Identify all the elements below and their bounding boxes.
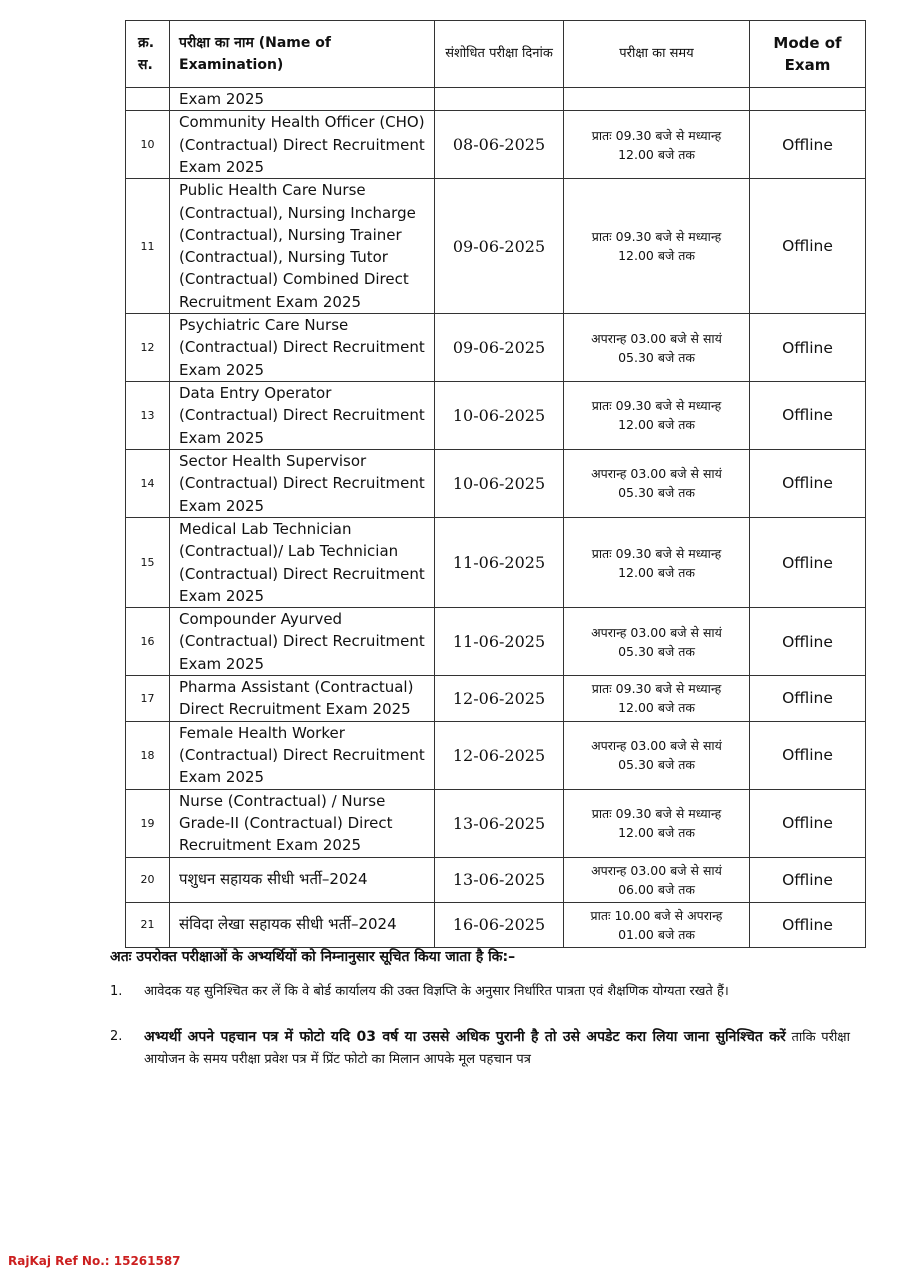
exam-date-cell: 10-06-2025 bbox=[435, 449, 564, 517]
exam-row bbox=[126, 314, 866, 382]
exam-date-cell: 08-06-2025 bbox=[435, 111, 564, 179]
header-revised-date: संशोधित परीक्षा दिनांक bbox=[435, 21, 564, 88]
exam-name-cell: Compounder Ayurved (Contractual) Direct Recruitment Exam 2025 bbox=[170, 608, 435, 676]
exam-mode-cell: Offline bbox=[750, 857, 866, 902]
continuation-time-cell bbox=[564, 88, 750, 111]
exam-name-cell: Psychiatric Care Nurse (Contractual) Direct Recruitment Exam 2025 bbox=[170, 314, 435, 382]
exam-name-cell: Community Health Officer (CHO) (Contractual) Direct Recruitment Exam 2025 bbox=[170, 111, 435, 179]
exam-date-cell: 13-06-2025 bbox=[435, 789, 564, 857]
notice-point-bold-text: अभ्यर्थी अपने पहचान पत्र में फोटो यदि 03 वर्ष या उससे अधिक पुरानी है तो उसे अपडेट करा लिया जाना सुनिश्चित करें bbox=[144, 1029, 786, 1045]
exam-row bbox=[126, 721, 866, 789]
exam-time-cell: प्रातः 09.30 बजे से मध्यान्ह 12.00 बजे तक bbox=[564, 381, 750, 449]
exam-name-cell: पशुधन सहायक सीधी भर्ती–2024 bbox=[170, 857, 435, 902]
exam-date-cell: 12-06-2025 bbox=[435, 721, 564, 789]
exam-mode-cell: Offline bbox=[750, 902, 866, 947]
exam-row bbox=[126, 608, 866, 676]
notice-point-1 bbox=[110, 981, 850, 1003]
exam-date-cell: 13-06-2025 bbox=[435, 857, 564, 902]
exam-row bbox=[126, 111, 866, 179]
serial-number-cell: 21 bbox=[126, 902, 170, 947]
serial-number-cell: 19 bbox=[126, 789, 170, 857]
exam-row bbox=[126, 902, 866, 947]
exam-mode-cell: Offline bbox=[750, 789, 866, 857]
exam-row bbox=[126, 857, 866, 902]
exam-mode-cell: Offline bbox=[750, 111, 866, 179]
exam-name-cell: Sector Health Supervisor (Contractual) Direct Recruitment Exam 2025 bbox=[170, 449, 435, 517]
notice-point-text: आवेदक यह सुनिश्चित कर लें कि वे बोर्ड कार्यालय की उक्त विज्ञप्ति के अनुसार निर्धारित पात्रता एवं शैक्षणिक योग्यता रखते हैं। bbox=[144, 984, 729, 999]
exam-mode-cell: Offline bbox=[750, 517, 866, 607]
exam-time-cell: अपरान्ह 03.00 बजे से सायं 05.30 बजे तक bbox=[564, 449, 750, 517]
table-header-row bbox=[126, 21, 866, 88]
exam-date-cell: 11-06-2025 bbox=[435, 608, 564, 676]
exam-name-cell: Data Entry Operator (Contractual) Direct Recruitment Exam 2025 bbox=[170, 381, 435, 449]
header-exam-time: परीक्षा का समय bbox=[564, 21, 750, 88]
notice-point-2 bbox=[110, 1026, 850, 1071]
exam-name-cell: संविदा लेखा सहायक सीधी भर्ती–2024 bbox=[170, 902, 435, 947]
notice-intro: अतः उपरोक्त परीक्षाओं के अभ्यर्थियों को निम्नानुसार सूचित किया जाता है कि:– bbox=[110, 949, 516, 965]
exam-date-cell: 12-06-2025 bbox=[435, 676, 564, 722]
header-serial-number: क्र. स. bbox=[126, 21, 170, 88]
exam-row bbox=[126, 381, 866, 449]
continuation-date-cell bbox=[435, 88, 564, 111]
exam-mode-cell: Offline bbox=[750, 721, 866, 789]
serial-number-cell: 17 bbox=[126, 676, 170, 722]
exam-row bbox=[126, 517, 866, 607]
notice-point-number: 1. bbox=[110, 984, 123, 999]
exam-time-cell: प्रातः 09.30 बजे से मध्यान्ह 12.00 बजे तक bbox=[564, 676, 750, 722]
serial-number-cell: 14 bbox=[126, 449, 170, 517]
exam-name-cell: Medical Lab Technician (Contractual)/ Lab Technician (Contractual) Direct Recruitment Exam 2025 bbox=[170, 517, 435, 607]
exam-date-cell: 11-06-2025 bbox=[435, 517, 564, 607]
serial-number-cell: 12 bbox=[126, 314, 170, 382]
serial-number-cell: 15 bbox=[126, 517, 170, 607]
exam-time-cell: प्रातः 09.30 बजे से मध्यान्ह 12.00 बजे तक bbox=[564, 111, 750, 179]
exam-mode-cell: Offline bbox=[750, 179, 866, 314]
exam-mode-cell: Offline bbox=[750, 449, 866, 517]
exam-mode-cell: Offline bbox=[750, 381, 866, 449]
exam-time-cell: प्रातः 09.30 बजे से मध्यान्ह 12.00 बजे तक bbox=[564, 517, 750, 607]
exam-time-cell: प्रातः 09.30 बजे से मध्यान्ह 12.00 बजे तक bbox=[564, 179, 750, 314]
notice-point-regular-text: ताकि परीक्षा आयोजन के समय परीक्षा प्रवेश पत्र में प्रिंट फोटो का मिलान आपके मूल पहचान पत्र bbox=[144, 1030, 850, 1067]
exam-time-cell: अपरान्ह 03.00 बजे से सायं 05.30 बजे तक bbox=[564, 608, 750, 676]
exam-name-cell: Female Health Worker (Contractual) Direct Recruitment Exam 2025 bbox=[170, 721, 435, 789]
serial-number-cell: 16 bbox=[126, 608, 170, 676]
exam-date-cell: 09-06-2025 bbox=[435, 314, 564, 382]
exam-time-cell: अपरान्ह 03.00 बजे से सायं 05.30 बजे तक bbox=[564, 721, 750, 789]
exam-time-cell: अपरान्ह 03.00 बजे से सायं 06.00 बजे तक bbox=[564, 857, 750, 902]
exam-mode-cell: Offline bbox=[750, 676, 866, 722]
header-exam-mode: Mode of Exam bbox=[750, 21, 866, 88]
exam-row bbox=[126, 789, 866, 857]
exam-date-cell: 10-06-2025 bbox=[435, 381, 564, 449]
exam-date-cell: 09-06-2025 bbox=[435, 179, 564, 314]
exam-time-cell: प्रातः 10.00 बजे से अपरान्ह 01.00 बजे तक bbox=[564, 902, 750, 947]
notice-point-number: 2. bbox=[110, 1029, 123, 1044]
exam-date-cell: 16-06-2025 bbox=[435, 902, 564, 947]
serial-number-cell: 20 bbox=[126, 857, 170, 902]
exam-mode-cell: Offline bbox=[750, 314, 866, 382]
exam-name-cell: Public Health Care Nurse (Contractual), Nursing Incharge (Contractual), Nursing Trainer (Contractual), Nursing Tutor (Contractual) Combined Direct Recruitment Exam 2025 bbox=[170, 179, 435, 314]
rajkaj-reference-number: RajKaj Ref No.: 15261587 bbox=[8, 1254, 181, 1268]
continuation-sn-cell bbox=[126, 88, 170, 111]
notice-point-text bbox=[144, 1026, 850, 1071]
exam-name-cell: Pharma Assistant (Contractual) Direct Recruitment Exam 2025 bbox=[170, 676, 435, 722]
exam-mode-cell: Offline bbox=[750, 608, 866, 676]
continuation-mode-cell bbox=[750, 88, 866, 111]
exam-row bbox=[126, 179, 866, 314]
exam-time-cell: प्रातः 09.30 बजे से मध्यान्ह 12.00 बजे तक bbox=[564, 789, 750, 857]
exam-row bbox=[126, 676, 866, 722]
exam-name-cell: Nurse (Contractual) / Nurse Grade-II (Contractual) Direct Recruitment Exam 2025 bbox=[170, 789, 435, 857]
continuation-row bbox=[126, 88, 866, 111]
exam-schedule-table bbox=[125, 20, 866, 948]
serial-number-cell: 11 bbox=[126, 179, 170, 314]
serial-number-cell: 18 bbox=[126, 721, 170, 789]
exam-row bbox=[126, 449, 866, 517]
exam-time-cell: अपरान्ह 03.00 बजे से सायं 05.30 बजे तक bbox=[564, 314, 750, 382]
continuation-name-cell: Exam 2025 bbox=[170, 88, 435, 111]
header-exam-name: परीक्षा का नाम (Name of Examination) bbox=[170, 21, 435, 88]
serial-number-cell: 13 bbox=[126, 381, 170, 449]
serial-number-cell: 10 bbox=[126, 111, 170, 179]
